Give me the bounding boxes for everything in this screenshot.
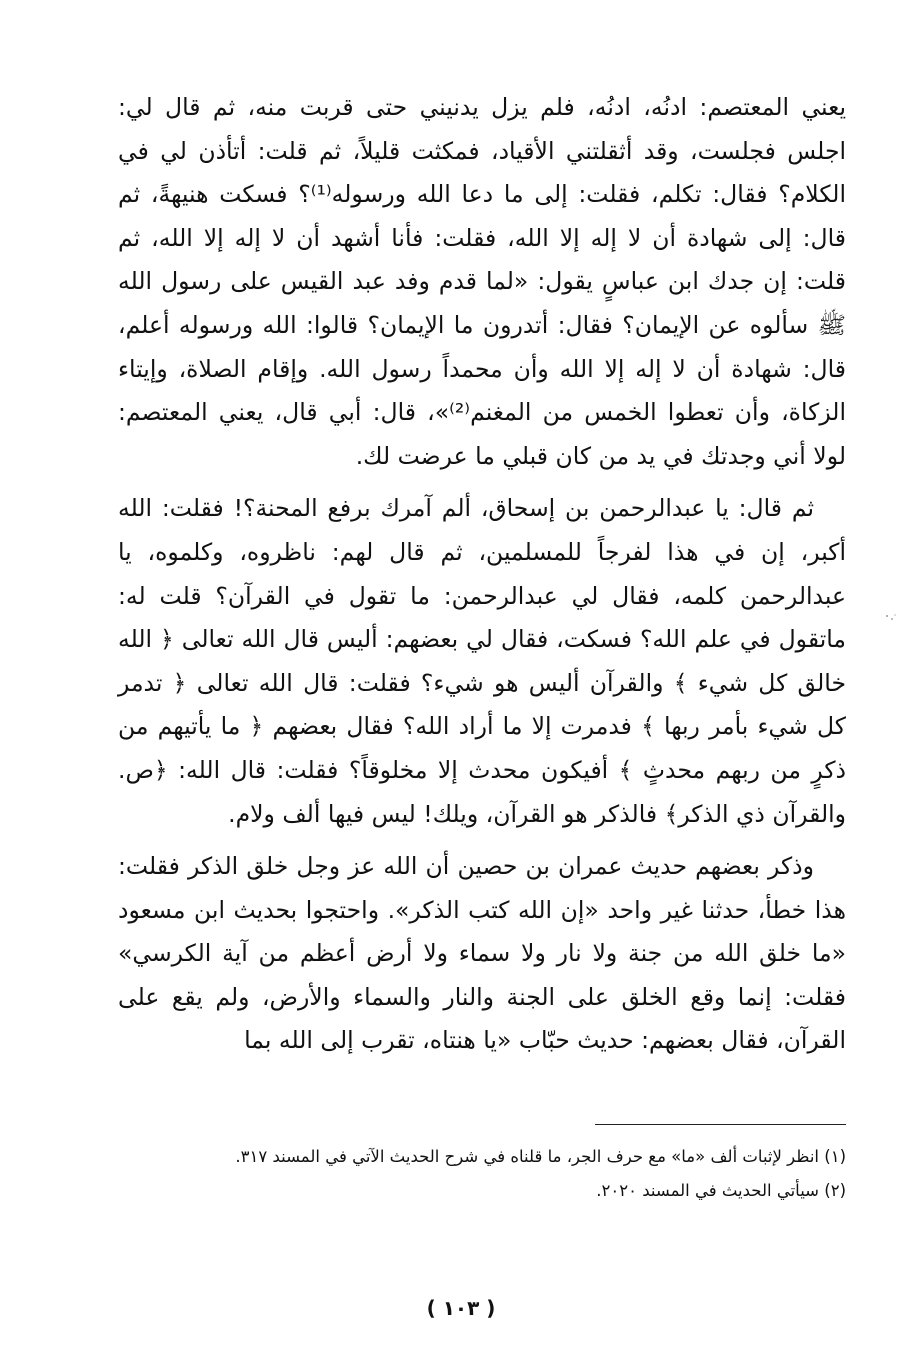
footnote-separator <box>595 1124 846 1125</box>
paragraph-2: ثم قال: يا عبدالرحمن بن إسحاق، ألم آمرك برفع المحنة؟! فقلت: الله أكبر، إن في هذا لفرجاً للمسلمين، ثم قال لهم: ناظروه، وكلموه، يا عبدالرحمن كلمه، فقال لي عبدالرحمن: ما تقول في القرآن؟ قلت له: ماتقول في علم الله؟ فسكت، فقال لي بعضهم: أليس قال الله تعالى ﴿ الله خالق كل شيء ﴾ والقرآن أليس هو شيء؟ فقلت: قال الله تعالى ﴿ تدمر كل شيء بأمر ربها ﴾ فدمرت إلا ما أراد الله؟ فقال بعضهم ﴿ ما يأتيهم من ذكرٍ من ربهم محدثٍ ﴾ أفيكون محدث إلا مخلوقاً؟ فقلت: قال الله: ﴿ص. والقرآن ذي الذكر﴾ فالذكر هو القرآن، ويلك! ليس فيها ألف ولام. <box>118 494 846 828</box>
footnote-1: (١) انظر لإثبات ألف «ما» مع حرف الجر، ما قلناه في شرح الحديث الآتي في المسند ٣١٧. <box>235 1147 846 1166</box>
footnote-2: (٢) سيأتي الحديث في المسند ٢٠٢٠. <box>596 1181 846 1200</box>
page-number: ( ١٠٣ ) <box>426 1296 496 1320</box>
main-text <box>118 86 846 1063</box>
paragraph-3: وذكر بعضهم حديث عمران بن حصين أن الله عز وجل خلق الذكر فقلت: هذا خطأ، حدثنا غير واحد «إن الله كتب الذكر». واحتجوا بحديث ابن مسعود «ما خلق الله من جنة ولا نار ولا سماء ولا أرض أعظم من آية الكرسي» فقلت: إنما وقع الخلق على الجنة والنار والسماء والأرض، ولم يقع على القرآن، فقال بعضهم: حديث حبّاب «يا هنتاه، تقرب إلى الله بما <box>118 852 846 1055</box>
paragraph-1: يعني المعتصم: ادنُه، ادنُه، فلم يزل يدنيني حتى قربت منه، ثم قال لي: اجلس فجلست، وقد أثقلتني الأقياد، فمكثت قليلاً، ثم قلت: أتأذن لي في الكلام؟ فقال: تكلم، فقلت: إلى ما دعا الله ورسوله⁽¹⁾؟ فسكت هنيهةً، ثم قال: إلى شهادة أن لا إله إلا الله، فقلت: فأنا أشهد أن لا إله إلا الله، ثم قلت: إن جدك ابن عباسٍ يقول: «لما قدم وفد عبد القيس على رسول الله ﷺ سألوه عن الإيمان؟ فقال: أتدرون ما الإيمان؟ قالوا: الله ورسوله أعلم، قال: شهادة أن لا إله إلا الله وأن محمداً رسول الله. وإقام الصلاة، وإيتاء الزكاة، وأن تعطوا الخمس من المغنم⁽²⁾»، قال: أبي قال، يعني المعتصم: لولا أني وجدتك في يد من كان قبلي ما عرضت لك. <box>118 93 846 470</box>
footnotes <box>118 1140 846 1208</box>
scan-speck-icon <box>884 612 898 624</box>
